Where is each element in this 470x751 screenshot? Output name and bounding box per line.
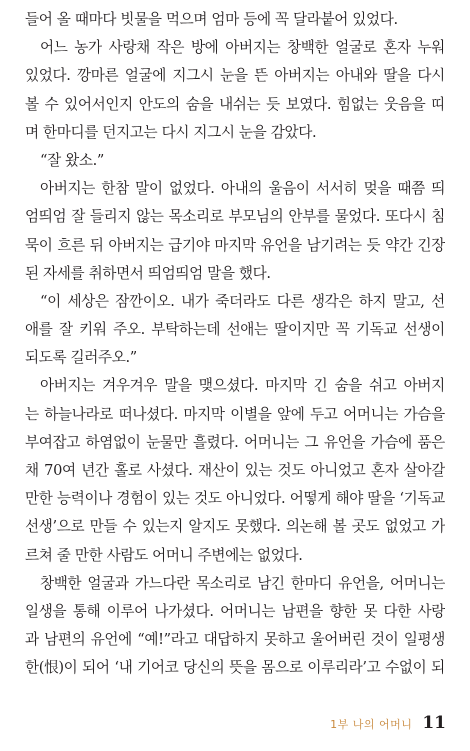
word: 홀로 xyxy=(114,462,142,479)
word: 있는 xyxy=(162,490,190,508)
word: 수없이 xyxy=(385,659,427,677)
body-text xyxy=(25,6,445,683)
word: 수 xyxy=(122,518,137,536)
word: 부여잡고 xyxy=(25,433,80,451)
text-line xyxy=(25,62,445,90)
word: 흘렸다. xyxy=(192,433,239,451)
word: 생각은 xyxy=(310,292,353,310)
word: 채 xyxy=(25,462,39,479)
word: 흐른 xyxy=(57,236,85,254)
word: 죽더라도 xyxy=(215,292,271,310)
word: 안부를 xyxy=(288,208,330,226)
word: 과 xyxy=(25,631,39,649)
word: 앞에 xyxy=(277,405,305,423)
word: 또다시 xyxy=(385,208,427,226)
word: 곳도 xyxy=(351,518,380,536)
word: 마지막 xyxy=(265,377,307,395)
word: 엄띄엄 xyxy=(25,208,67,226)
word: 부탁하는데 xyxy=(151,321,221,339)
word: 뜻을 xyxy=(229,659,257,677)
word: 긴장 xyxy=(417,236,445,254)
page-number: 11 xyxy=(422,713,446,733)
word: 없었다. xyxy=(168,180,215,198)
text-line xyxy=(25,316,445,344)
word: 어머니는 xyxy=(343,405,399,423)
word: 어머니는 xyxy=(220,602,276,620)
word: 물었다. xyxy=(334,208,381,226)
word: 숨을 xyxy=(334,377,362,395)
word: 두고 xyxy=(310,405,338,423)
word: 가 xyxy=(431,518,445,536)
word: “이 xyxy=(40,292,61,310)
word: 볼 xyxy=(25,95,39,113)
word: 말고, xyxy=(392,292,425,310)
word: 안도의 xyxy=(138,95,180,113)
word: 하염없이 xyxy=(85,433,141,451)
word: 눈을 xyxy=(220,67,248,85)
word: 볼 xyxy=(332,518,347,536)
word: 다한 xyxy=(383,602,412,620)
word: 아버지는 xyxy=(40,180,95,198)
word: 나가셨다. xyxy=(154,602,214,620)
word: 방에 xyxy=(190,39,219,57)
word: 것도 xyxy=(194,490,222,508)
word: 멎을 xyxy=(363,180,392,198)
word: 하늘나라로 xyxy=(44,405,114,423)
text-line xyxy=(25,513,445,541)
word: 의논해 xyxy=(285,518,328,536)
text-line xyxy=(25,175,445,203)
word: 일생을 xyxy=(25,602,67,620)
word: 남편을 xyxy=(281,602,323,620)
word: 있는 xyxy=(244,462,273,479)
word: 대답하지 xyxy=(203,631,259,649)
word: 키워 xyxy=(79,321,107,339)
word: 재산이 xyxy=(197,462,240,479)
text-line xyxy=(25,401,445,429)
word: 못하고 xyxy=(263,631,306,649)
word: 수 xyxy=(44,95,59,113)
word: 경험이 xyxy=(116,490,158,508)
word: 뜬 xyxy=(254,67,268,85)
word: 마지막 xyxy=(214,236,256,254)
word: 농가 xyxy=(74,39,102,57)
word: 잠깐이오. xyxy=(115,292,175,310)
word: 사셨다. xyxy=(147,462,193,479)
word: 쉬고 xyxy=(369,377,397,395)
word: 아버지는 xyxy=(108,236,164,254)
word: 향한 xyxy=(329,602,357,620)
word: 아니었다. xyxy=(226,490,286,508)
word: 얼굴로 xyxy=(335,39,377,57)
text-line: “잘 왔소.” xyxy=(40,151,105,169)
word: 숨을 xyxy=(185,95,214,113)
text-line: 들어 올 때마다 빗물을 먹으며 엄마 등에 꼭 달라붙어 있었다. xyxy=(25,11,398,28)
word: 아버지 xyxy=(403,377,445,395)
word: 목소리로 xyxy=(168,208,224,226)
word: “예!”라고 xyxy=(137,631,199,649)
word: 어머니는 xyxy=(390,574,445,592)
word: 웃음을 xyxy=(384,95,426,113)
word: 몸으로 xyxy=(261,659,303,677)
word: 깡마른 xyxy=(77,67,119,85)
word: 아니었고 xyxy=(310,462,366,479)
word: 내가 xyxy=(181,292,209,310)
text-line: 르쳐 줄 만한 사람도 어머니 주변에는 없었다. xyxy=(25,546,303,564)
word: 힘없는 xyxy=(337,95,379,113)
word: 능력이나 xyxy=(56,490,112,508)
word: 뒤 xyxy=(89,236,104,254)
word: 혼자 xyxy=(370,462,399,479)
word: 다른 xyxy=(276,292,305,310)
word: 침 xyxy=(431,208,445,226)
word: 듯 xyxy=(266,95,280,113)
word: 유언을 xyxy=(260,236,302,254)
word: 딸이지만 xyxy=(274,321,330,339)
word: 못했다. xyxy=(234,518,281,536)
word: 세상은 xyxy=(67,292,109,310)
text-line xyxy=(25,570,445,598)
word: 당신의 xyxy=(183,659,225,677)
text-line xyxy=(25,485,445,513)
word: 만한 xyxy=(25,490,53,508)
word: 선생이 xyxy=(403,321,445,339)
word: 겨우겨우 xyxy=(102,377,158,395)
word: 남기려는 xyxy=(306,236,362,254)
word: 다시 xyxy=(417,67,445,85)
word: 이루리라’고 xyxy=(307,659,381,677)
word: 사랑 xyxy=(417,602,445,620)
word: 묵이 xyxy=(25,236,53,254)
word: 띄 xyxy=(431,180,445,198)
text-line xyxy=(25,626,445,654)
word: ‘기독교 xyxy=(399,490,445,508)
word: 선 xyxy=(431,292,445,310)
text-line: 며 한마디를 던지고는 다시 지그시 눈을 감았다. xyxy=(25,123,317,141)
word: 통해 xyxy=(72,602,101,620)
word: 가슴을 xyxy=(403,405,445,423)
word: 아버지는 xyxy=(274,67,330,85)
word: 꼭 xyxy=(335,321,350,339)
word: 이별을 xyxy=(230,405,272,423)
word: 아내의 xyxy=(220,180,263,198)
word: 남긴 xyxy=(257,574,285,592)
word: 말을 xyxy=(164,377,192,395)
word: 있었다. xyxy=(25,67,71,85)
word: 그 xyxy=(304,433,319,451)
word: 누워 xyxy=(417,39,445,57)
word: 창백한 xyxy=(40,574,82,592)
text-line xyxy=(25,598,445,626)
word: 때쯤 xyxy=(397,180,425,198)
word: 잘 xyxy=(71,208,85,226)
word: 아버지는 xyxy=(40,377,95,395)
word: 작은 xyxy=(156,39,185,57)
word: 주오. xyxy=(113,321,145,339)
word: 는 xyxy=(25,405,39,423)
word: 울어버린 xyxy=(310,631,366,649)
word: 살아갈 xyxy=(403,462,445,479)
word: 창백한 xyxy=(287,39,329,57)
word: 못 xyxy=(363,602,378,620)
running-head: 1부 나의 어머니 xyxy=(330,718,413,731)
word: 어머니는 xyxy=(243,433,299,451)
word: 내쉬는 xyxy=(219,95,261,113)
word: 않는 xyxy=(136,208,164,226)
word: 가슴에 xyxy=(370,433,412,451)
word: 부모님의 xyxy=(228,208,284,226)
word: 유언을 xyxy=(323,433,366,451)
text-line xyxy=(25,457,445,485)
word: 선생’으로 xyxy=(25,518,85,536)
word: 마지막 xyxy=(183,405,225,423)
word: 딸을 xyxy=(367,490,395,508)
word: 가느다란 xyxy=(134,574,190,592)
word: 유언을, xyxy=(338,574,384,592)
word: 되어 xyxy=(82,659,110,677)
word: 들리지 xyxy=(89,208,132,226)
word: 한마디 xyxy=(290,574,333,592)
text-line xyxy=(25,91,445,119)
text-line xyxy=(25,232,445,260)
word: 알지도 xyxy=(188,518,230,536)
word: 것이 xyxy=(370,631,399,649)
word: 얼굴과 xyxy=(87,574,129,592)
word: 한참 xyxy=(101,180,129,198)
word: 어느 xyxy=(40,39,68,57)
word: 말이 xyxy=(135,180,163,198)
word: 70여 xyxy=(44,462,76,479)
word: 아내와 xyxy=(335,67,377,85)
word: 딸을 xyxy=(383,67,411,85)
word: 품은 xyxy=(417,433,445,451)
word: 보였다. xyxy=(285,95,332,113)
word: 사랑채 xyxy=(108,39,150,57)
word: 잘 xyxy=(58,321,73,339)
word: 유언에 xyxy=(90,631,132,649)
word: 선애는 xyxy=(226,321,268,339)
text-line xyxy=(25,372,445,400)
word: 급기야 xyxy=(168,236,210,254)
word: 기독교 xyxy=(355,321,398,339)
word: 울음이 xyxy=(268,180,310,198)
text-line: 되도록 길러주오.” xyxy=(25,349,137,367)
text-line xyxy=(25,34,445,62)
word: 이루어 xyxy=(106,602,148,620)
word: 지그시 xyxy=(172,67,214,85)
word: 하지 xyxy=(358,292,387,310)
word: 남편의 xyxy=(44,631,86,649)
word: 띠 xyxy=(431,95,445,113)
word: 것도 xyxy=(277,462,306,479)
word: 만들 xyxy=(89,518,118,536)
text-line: 된 자세를 취하면서 띄엄띄엄 말을 했다. xyxy=(25,264,271,282)
word: 애를 xyxy=(25,321,53,339)
word: 서서히 xyxy=(316,180,358,198)
word: 눈물만 xyxy=(146,433,188,451)
word: 한(恨)이 xyxy=(25,659,78,677)
word: 약간 xyxy=(385,236,413,254)
text-line xyxy=(25,288,445,316)
word: 있는지 xyxy=(141,518,183,536)
word: 기어코 xyxy=(137,659,179,677)
word: 일평생 xyxy=(403,631,445,649)
page-footer xyxy=(330,713,446,735)
word: 떠나셨다. xyxy=(118,405,178,423)
word: 듯 xyxy=(366,236,381,254)
word: ‘내 xyxy=(114,659,133,677)
word: 아버지는 xyxy=(225,39,281,57)
word: 얼굴에 xyxy=(124,67,166,85)
text-line xyxy=(25,654,445,682)
word: 있어서인지 xyxy=(64,95,133,113)
word: 되 xyxy=(431,659,445,677)
word: 어떻게 xyxy=(289,490,331,508)
word: 목소리로 xyxy=(196,574,252,592)
text-line xyxy=(25,429,445,457)
word: 맺으셨다. xyxy=(198,377,259,395)
word: 해야 xyxy=(335,490,363,508)
text-line xyxy=(25,203,445,231)
word: 긴 xyxy=(313,377,328,395)
word: 혼자 xyxy=(383,39,411,57)
word: 없었고 xyxy=(384,518,426,536)
word: 년간 xyxy=(81,462,109,479)
